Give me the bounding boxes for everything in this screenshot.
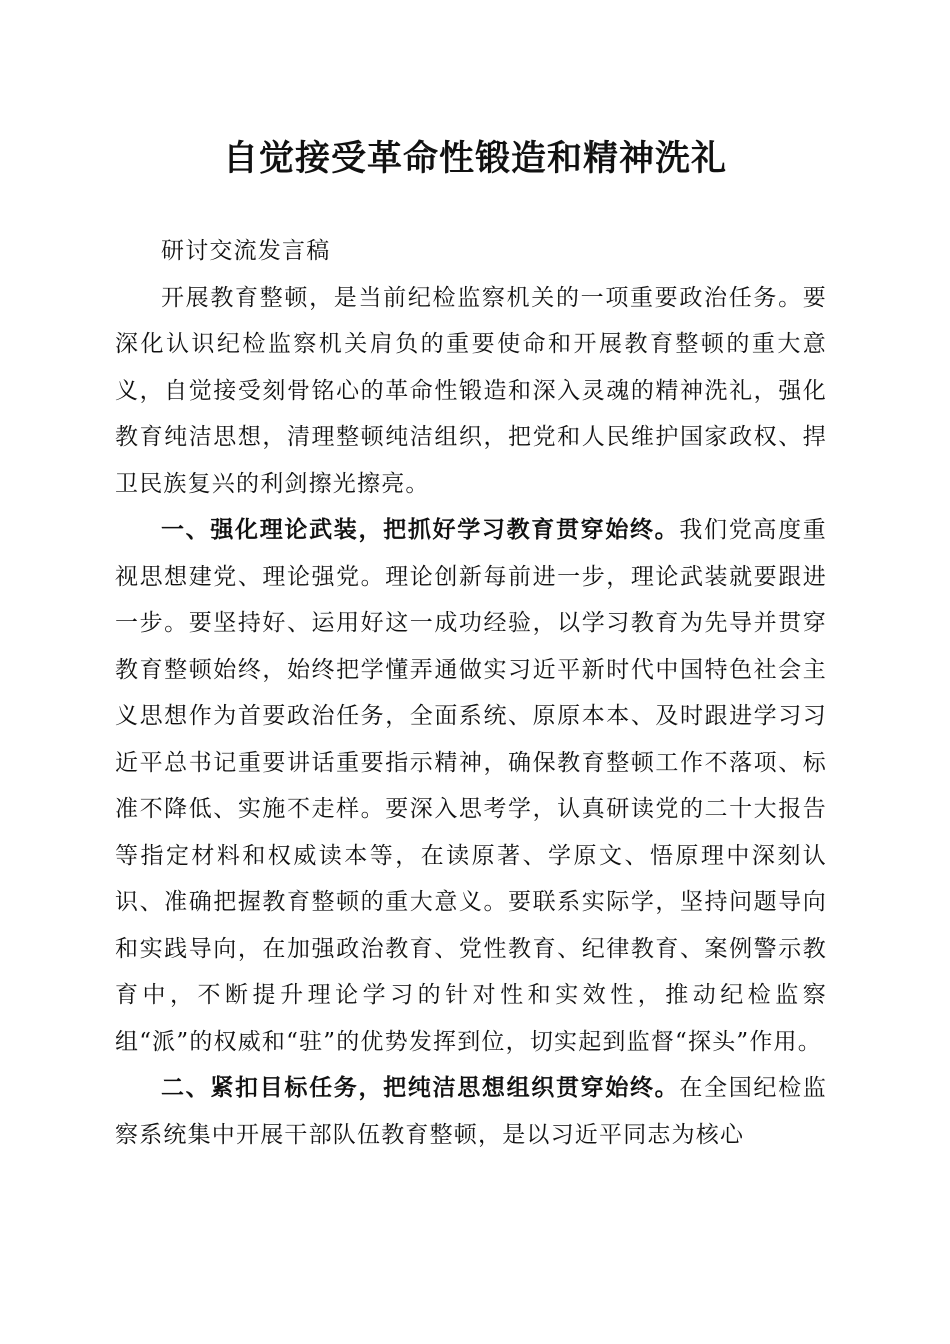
document-body (115, 228, 827, 1158)
intro-paragraph: 开展教育整顿，是当前纪检监察机关的一项重要政治任务。要深化认识纪检监察机关肩负的重要使命和开展教育整顿的重大意义，自觉接受刻骨铭心的革命性锻造和深入灵魂的精神洗礼，强化教育纯洁思想，清理整顿纯洁组织，把党和人民维护国家政权、捍卫民族复兴的利剑擦光擦亮。 (115, 284, 827, 497)
section-paragraph (115, 1065, 827, 1158)
document-subtitle: 研讨交流发言稿 (161, 238, 331, 264)
section-heading: 一、强化理论武装，把抓好学习教育贯穿始终。 (161, 516, 680, 543)
section-text: 我们党高度重视思想建党、理论强党。理论创新每前进一步，理论武装就要跟进一步。要坚持好、运用好这一成功经验，以学习教育为先导并贯穿教育整顿始终，始终把学懂弄通做实习近平新时代中国特色社会主义思想作为首要政治任务，全面系统、原原本本、及时跟进学习习近平总书记重要讲话重要指示精神，确保教育整顿工作不落项、标准不降低、实施不走样。要深入思考学，认真研读党的二十大报告等指定材料和权威读本等，在读原著、学原文、悟原理中深刻认识、准确把握教育整顿的重大意义。要联系实际学，坚持问题导向和实践导向，在加强政治教育、党性教育、纪律教育、案例警示教育中，不断提升理论学习的针对性和实效性，推动纪检监察组“派”的权威和“驻”的优势发挥到位，切实起到监督“探头”作用。 (115, 517, 827, 1055)
section-paragraph (115, 507, 827, 1065)
section-text: 在全国纪检监察系统集中开展干部队伍教育整顿，是以习近平同志为核心 (115, 1075, 827, 1148)
section-heading: 二、紧扣目标任务，把纯洁思想组织贯穿始终。 (161, 1074, 680, 1101)
document-title: 自觉接受革命性锻造和精神洗礼 (222, 138, 727, 179)
